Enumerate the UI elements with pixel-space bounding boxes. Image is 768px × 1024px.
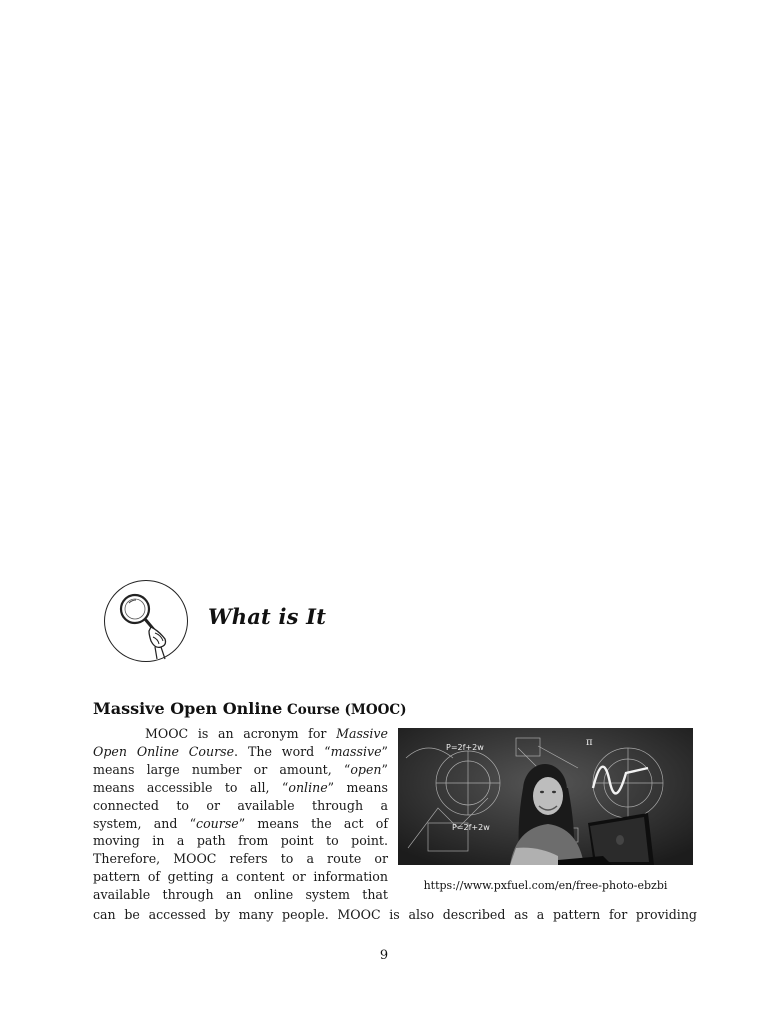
paragraph-line: connected to or available through a xyxy=(93,797,388,813)
subheading-small: Course (MOOC) xyxy=(282,702,407,718)
paragraph-line: Therefore, MOOC refers to a route or xyxy=(93,851,388,867)
paragraph-line: MOOC is an acronym for Massive xyxy=(145,726,388,741)
paragraph-line: pattern of getting a content or information xyxy=(93,869,388,885)
board-formula: π xyxy=(586,737,593,748)
paragraph-line: means large number or amount, “open” xyxy=(93,761,388,777)
photo-credit: https://www.pxfuel.com/en/free-photo-ebzbi xyxy=(423,879,668,892)
board-formula: P=2f+2w xyxy=(452,823,490,832)
paragraph-line: available through an online system that xyxy=(93,887,388,903)
paragraph-line: moving in a path from point to point. xyxy=(93,833,388,849)
section-header xyxy=(100,578,500,668)
section-title: What is It xyxy=(208,604,327,629)
subheading xyxy=(93,699,407,718)
magnifying-glass-icon xyxy=(104,580,188,662)
page-number: 9 xyxy=(379,948,389,963)
paragraph-continuation: can be accessed by many people. MOOC is also described as a pattern for providing xyxy=(93,907,697,922)
student-laptop-photo xyxy=(398,728,693,865)
paragraph-line: Open Online Course. The word “massive” xyxy=(93,743,388,759)
paragraph-line: means accessible to all, “online” means xyxy=(93,779,389,795)
board-formula: P=2f+2w xyxy=(446,743,484,752)
paragraph-text xyxy=(93,725,388,904)
subheading-main: Massive Open Online xyxy=(93,699,283,718)
paragraph-line: system, and “course” means the act of xyxy=(93,815,388,831)
